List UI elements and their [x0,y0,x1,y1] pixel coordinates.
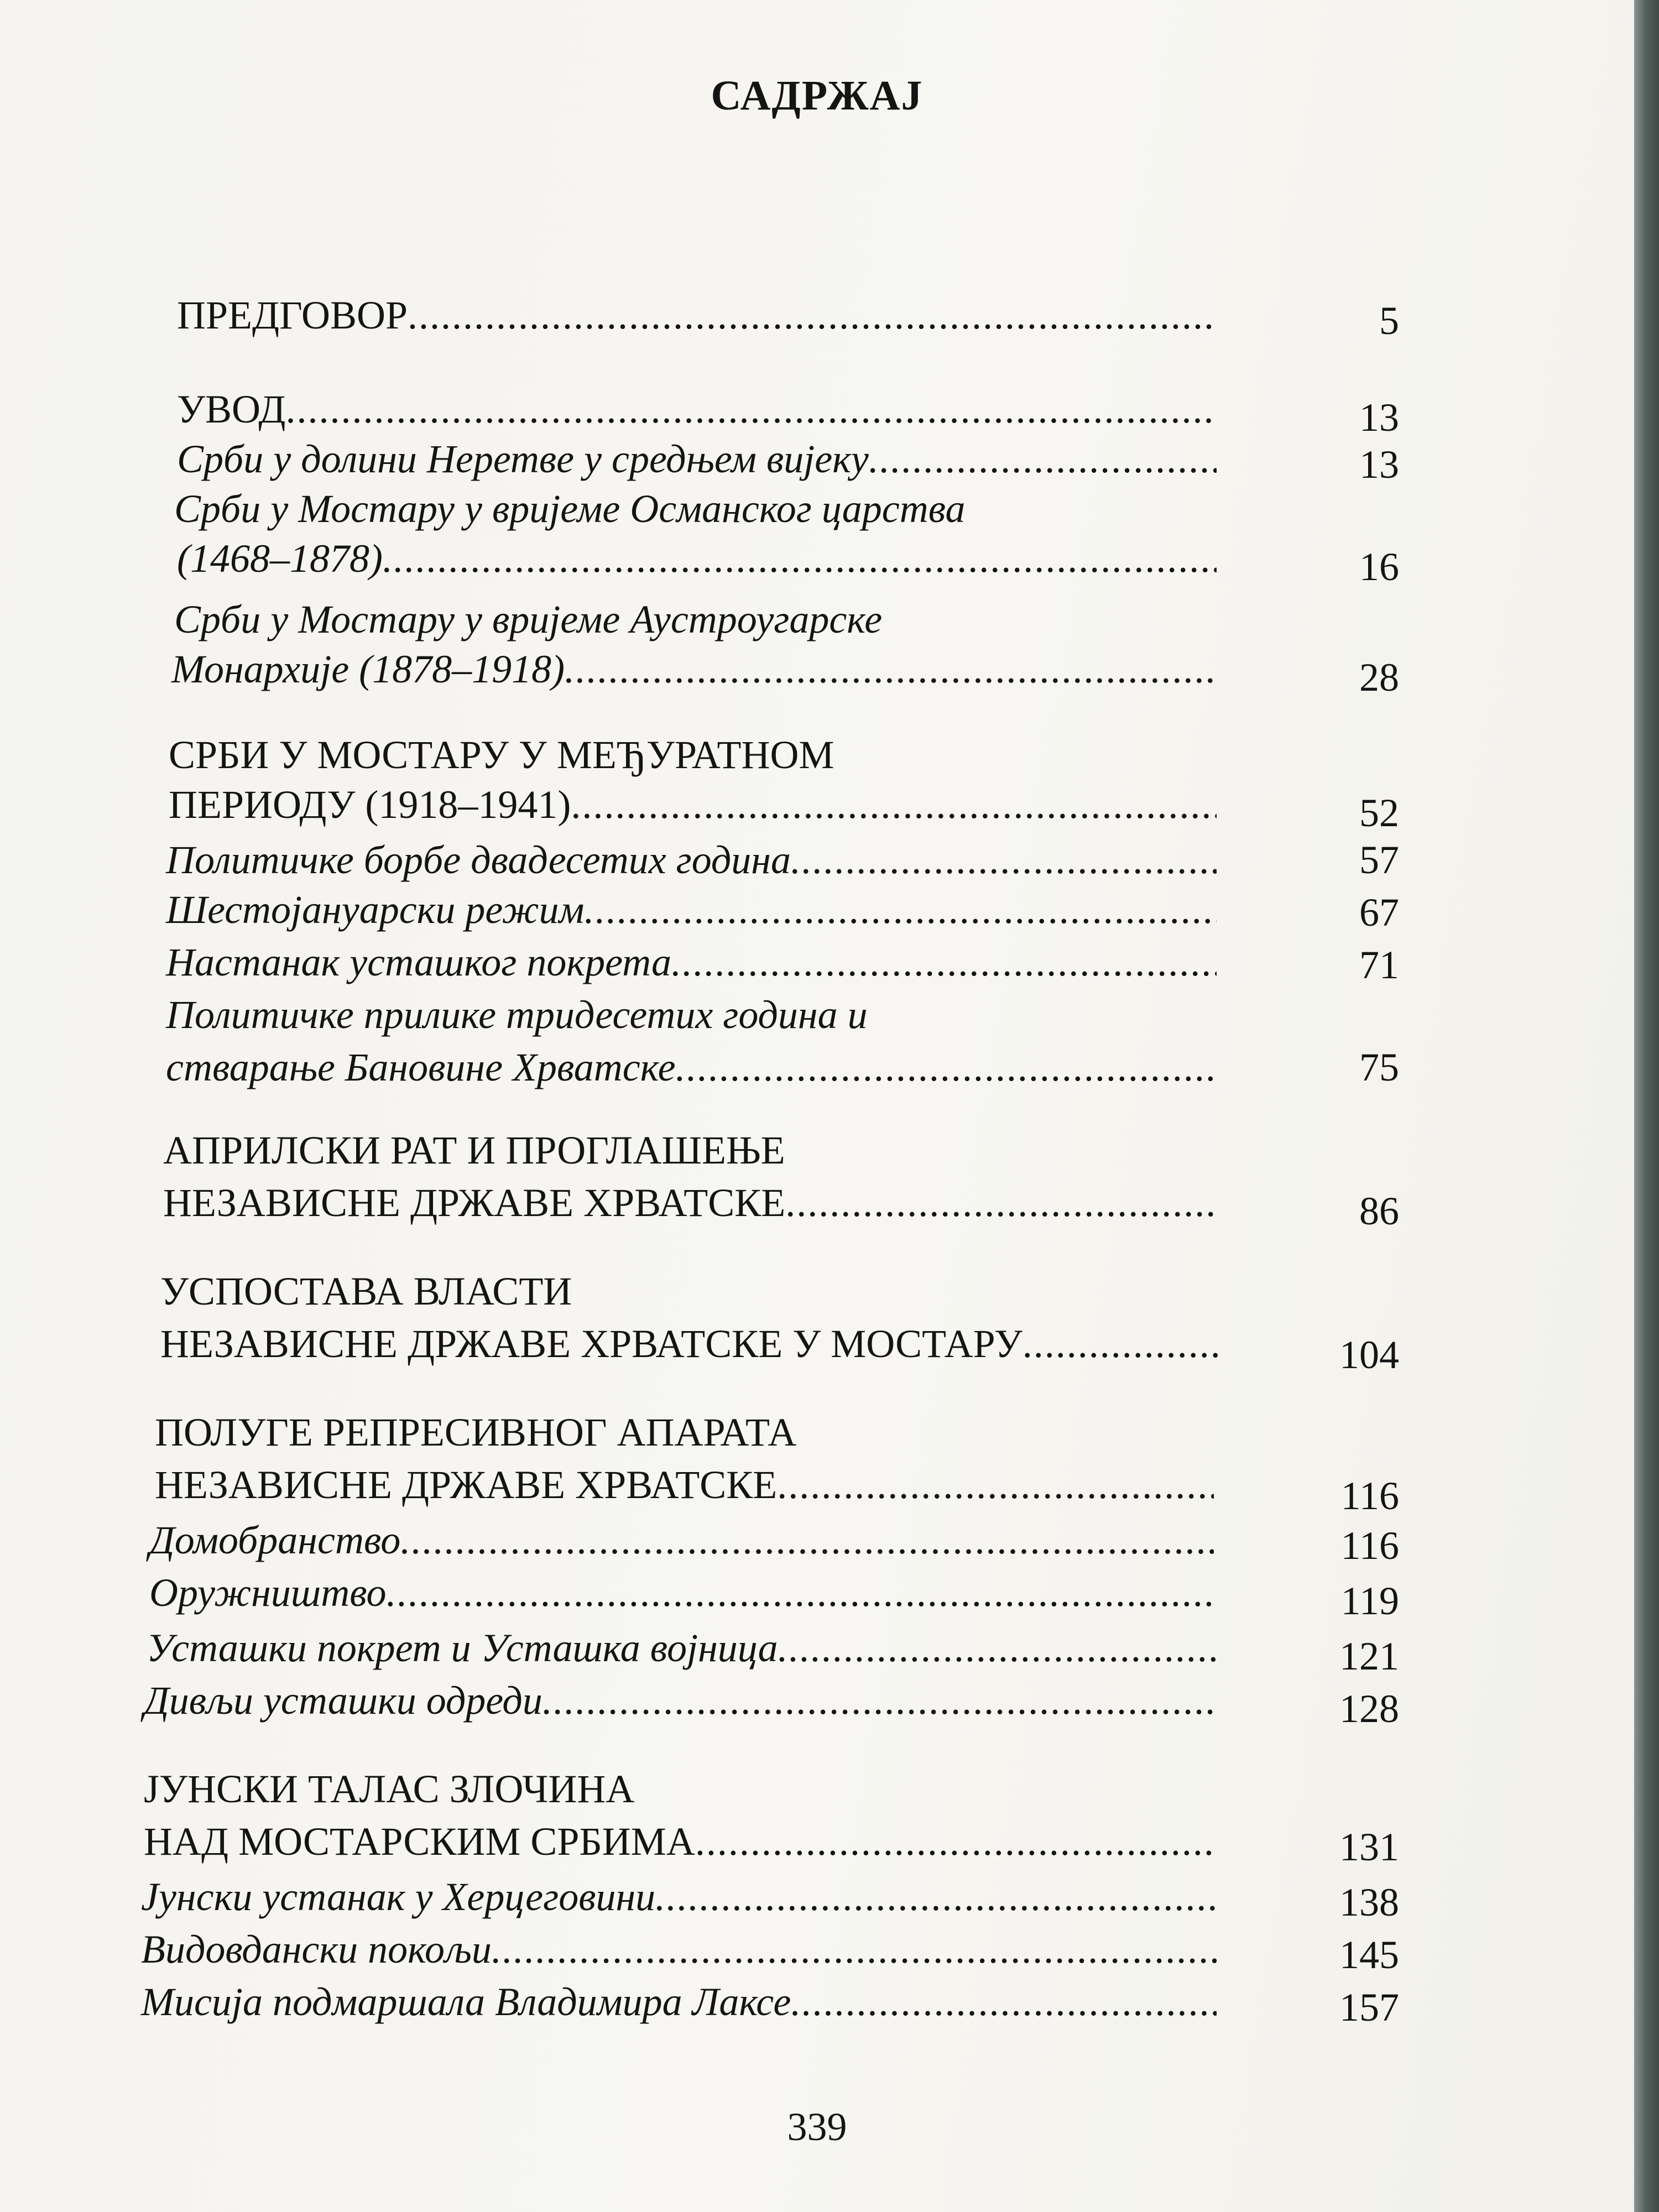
dot-leader [791,832,1217,888]
toc-entry-label: Срби у Мостару у вријеме Османског царства [174,487,966,531]
toc-entry-line1 [144,1761,1194,1817]
toc-entry-line2 [155,1457,1214,1512]
toc-entry-uvod [177,382,1217,437]
dot-leader [286,382,1217,437]
toc-entry-page: 75 [1359,1045,1399,1089]
page-title: САДРЖАЈ [711,72,924,119]
toc-entry-page: 57 [1359,838,1399,882]
toc-entry-page: 52 [1359,791,1399,835]
toc-entry-page: 5 [1379,299,1399,343]
toc-subentry-line1 [174,481,1225,536]
toc-subentry [166,832,1217,888]
toc-entry-page: 104 [1339,1333,1399,1377]
toc-subentry [141,1869,1217,1924]
toc-entry-page: 116 [1340,1524,1399,1568]
toc-entry-label: Домобранство [149,1518,401,1562]
toc-entry-label: НЕЗАВИСНЕ ДРЖАВЕ ХРВАТСКЕ У МОСТАРУ [160,1322,1022,1366]
toc-entry-line1 [163,1123,1214,1178]
dot-leader [565,641,1217,697]
toc-entry-label: НЕЗАВИСНЕ ДРЖАВЕ ХРВАТСКЕ [155,1463,778,1507]
toc-entry-page: 157 [1339,1985,1399,2030]
toc-subentry [149,1512,1214,1568]
toc-entry-page: 138 [1339,1880,1399,1924]
toc-entry-label: Видовдански покољи [141,1927,492,1971]
toc-entry-line1 [155,1405,1206,1460]
dot-leader [695,1814,1217,1869]
toc-entry-label: УВОД [177,387,286,431]
toc-entry-page: 13 [1359,442,1399,487]
toc-subentry [166,935,1217,990]
dot-leader [655,1869,1217,1924]
toc-entry-label: (1468–1878) [177,536,383,581]
toc-entry-label: Усташки покрет и Усташка војница [147,1626,778,1670]
book-edge [1634,0,1659,2212]
toc-entry-page: 119 [1340,1579,1399,1623]
toc-entry-label: Оружништво [149,1571,387,1615]
toc-subentry [166,882,1217,937]
toc-entry-label: Срби у долини Неретве у средњем вијеку [177,437,869,481]
dot-leader [387,1565,1214,1620]
toc-subentry-line2 [177,531,1217,586]
toc-entry-line2 [169,777,1217,832]
dot-leader [869,431,1217,487]
toc-entry-page: 86 [1359,1189,1399,1233]
toc-entry-label: Јунски устанак у Херцеговини [141,1875,656,1919]
dot-leader [383,531,1217,586]
toc-entry-predgovor [177,288,1217,343]
dot-leader [676,1040,1217,1095]
dot-leader [1022,1316,1219,1371]
toc-entry-label: Политичке борбе двадесетих година [166,838,791,882]
toc-entry-label: Мисија подмаршала Владимира Лаксе [141,1980,791,2024]
toc-entry-page: 28 [1359,655,1399,700]
toc-entry-page: 128 [1339,1687,1399,1731]
toc-entry-page: 131 [1339,1825,1399,1869]
dot-leader [777,1457,1214,1512]
toc-entry-label: СРБИ У МОСТАРУ У МЕЂУРАТНОМ [169,733,834,777]
dot-leader [584,882,1217,937]
toc-subentry-line1 [166,987,1217,1042]
dot-leader [408,288,1217,343]
toc-entry-page: 71 [1359,943,1399,987]
toc-entry-page: 67 [1359,890,1399,935]
dot-leader [571,777,1217,832]
dot-leader [791,1974,1217,2030]
toc-entry-label: ПЕРИОДУ (1918–1941) [169,782,571,827]
toc-subentry [141,1922,1217,1977]
toc-entry-label: ЈУНСКИ ТАЛАС ЗЛОЧИНА [144,1767,635,1811]
toc-entry-line2 [163,1175,1217,1230]
toc-subentry-line2 [171,641,1217,697]
toc-entry-label: НЕЗАВИСНЕ ДРЖАВЕ ХРВАТСКЕ [163,1181,786,1225]
toc-subentry-line1 [174,592,1225,647]
toc-entry-line1 [160,1264,1211,1319]
toc-entry-line1 [169,727,1219,782]
toc-subentry [149,1565,1214,1620]
dot-leader [778,1620,1217,1676]
toc-entry-label: Дивљи усташки одреди [144,1678,542,1723]
toc-entry-label: НАД МОСТАРСКИМ СРБИМА [144,1819,695,1864]
toc-entry-label: АПРИЛСКИ РАТ И ПРОГЛАШЕЊЕ [163,1128,785,1172]
toc-entry-page: 16 [1359,545,1399,589]
toc-entry-label: Шестојануарски режим [166,888,585,932]
toc-entry-label: Политичке прилике тридесетих година и [166,993,868,1037]
toc-entry-label: Срби у Мостару у вријеме Аустроугарске [174,597,883,641]
dot-leader [542,1673,1217,1728]
dot-leader [785,1175,1217,1230]
toc-subentry [144,1673,1217,1728]
toc-entry-label: ПОЛУГЕ РЕПРЕСИВНОГ АПАРАТА [155,1410,797,1454]
toc-entry-page: 121 [1339,1634,1399,1678]
dot-leader [671,935,1217,990]
toc-subentry [147,1620,1217,1676]
toc-entry-line2 [160,1316,1219,1371]
toc-entry-label: ПРЕДГОВОР [177,293,408,337]
toc-entry-line2 [144,1814,1217,1869]
toc-entry-page: 13 [1359,395,1399,440]
toc-entry-label: стварање Бановине Хрватске [166,1045,676,1089]
dot-leader [400,1512,1214,1568]
toc-entry-page: 145 [1339,1933,1399,1977]
toc-entry-label: УСПОСТАВА ВЛАСТИ [160,1269,572,1313]
page-number: 339 [787,2105,847,2149]
dot-leader [492,1922,1217,1977]
toc-entry-label: Монархије (1878–1918) [171,647,565,691]
toc-subentry-line2 [166,1040,1217,1095]
toc-subentry [177,431,1217,487]
toc-entry-label: Настанак усташког покрета [166,940,671,984]
toc-subentry [141,1974,1217,2030]
toc-entry-page: 116 [1340,1474,1399,1518]
